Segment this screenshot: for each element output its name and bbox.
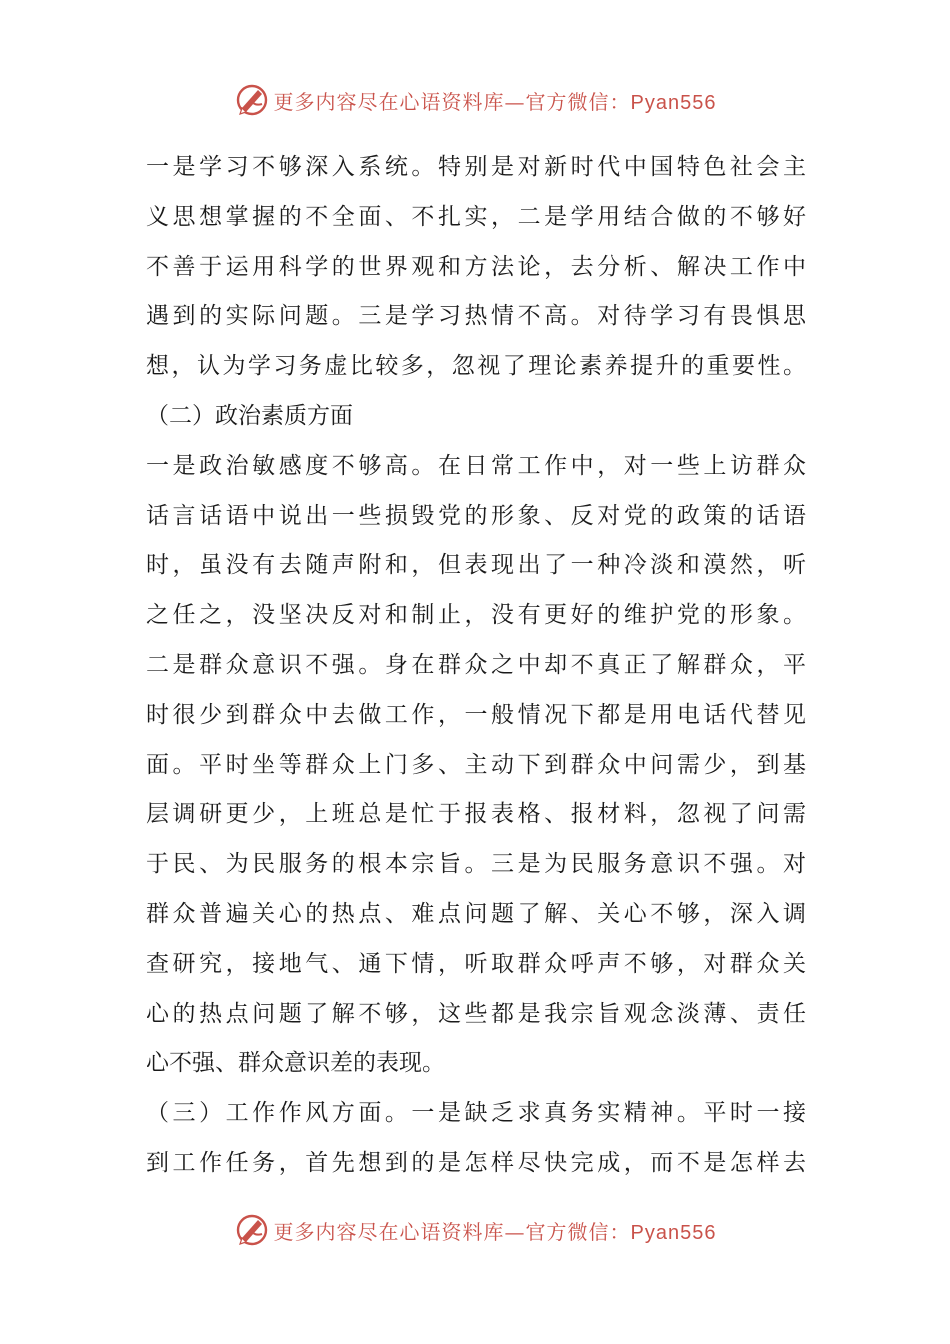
- document-line: 话言话语中说出一些损毁党的形象、反对党的政策的话语: [146, 502, 806, 529]
- document-line: 义思想掌握的不全面、不扎实，二是学用结合做的不够好: [146, 203, 806, 230]
- document-line: 想，认为学习务虚比较多，忽视了理论素养提升的重要性。: [146, 353, 806, 380]
- header-wechat-id: Pyan556: [630, 91, 717, 114]
- document-line: 不善于运用科学的世界观和方法论，去分析、解决工作中: [146, 253, 806, 280]
- document-line: 心不强、群众意识差的表现。: [146, 1050, 445, 1077]
- pen-logo-icon: [234, 1212, 270, 1248]
- document-line: 面。平时坐等群众上门多、主动下到群众中问需少，到基: [146, 751, 806, 778]
- footer-banner: [0, 1212, 950, 1248]
- document-line: 之任之，没坚决反对和制止，没有更好的维护党的形象。: [146, 602, 806, 629]
- footer-banner-text: 更多内容尽在心语资料库—官方微信：Pyan556: [273, 1219, 717, 1244]
- header-banner: [0, 82, 950, 118]
- document-line: 群众普遍关心的热点、难点问题了解、关心不够，深入调: [146, 900, 806, 927]
- document-line: （三）工作作风方面。一是缺乏求真务实精神。平时一接: [146, 1100, 806, 1127]
- document-line: 时很少到群众中去做工作，一般情况下都是用电话代替见: [146, 701, 806, 728]
- document-line: 层调研更少，上班总是忙于报表格、报材料，忽视了问需: [146, 801, 806, 828]
- header-banner-text: 更多内容尽在心语资料库—官方微信：Pyan556: [273, 89, 717, 114]
- footer-wechat-id: Pyan556: [630, 1221, 717, 1244]
- document-line: 一是学习不够深入系统。特别是对新时代中国特色社会主: [146, 154, 806, 180]
- document-line: 时，虽没有去随声附和，但表现出了一种冷淡和漠然，听: [146, 552, 806, 579]
- header-banner-inner: [234, 82, 717, 118]
- document-line: 到工作任务，首先想到的是怎样尽快完成，而不是怎样去: [146, 1149, 806, 1176]
- document-line: 遇到的实际问题。三是学习热情不高。对待学习有畏惧思: [146, 303, 806, 330]
- document-line: 查研究，接地气、通下情，听取群众呼声不够，对群众关: [146, 950, 806, 977]
- document-line: 于民、为民服务的根本宗旨。三是为民服务意识不强。对: [146, 851, 806, 878]
- footer-banner-inner: [234, 1212, 717, 1248]
- pen-logo-icon: [234, 82, 270, 118]
- document-line: 二是群众意识不强。身在群众之中却不真正了解群众，平: [146, 651, 806, 678]
- document-body: [146, 143, 806, 1189]
- document-line: 一是政治敏感度不够高。在日常工作中，对一些上访群众: [146, 452, 806, 479]
- document-line: 心的热点问题了解不够，这些都是我宗旨观念淡薄、责任: [146, 1000, 806, 1027]
- document-line: （二）政治素质方面: [146, 402, 353, 429]
